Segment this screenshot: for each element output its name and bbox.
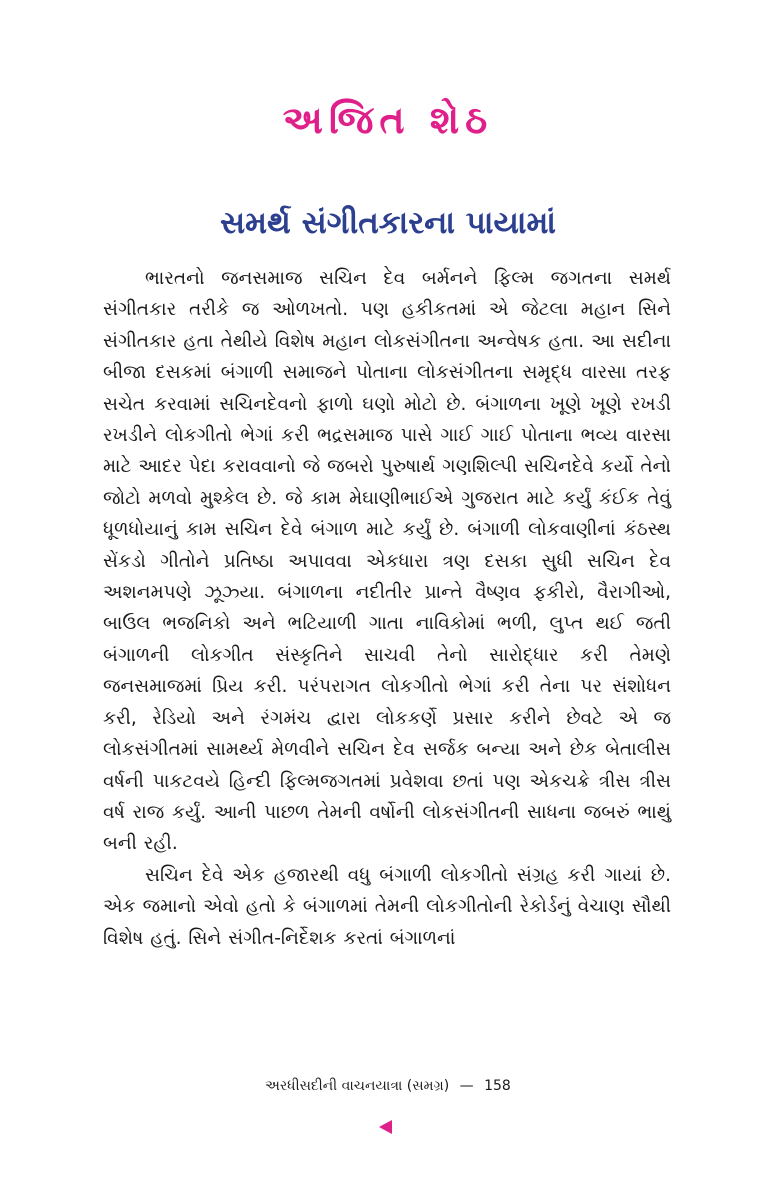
book-title: અરધીસદીની વાચનયાત્રા (સમગ્ર) <box>265 1078 450 1094</box>
triangle-left-icon[interactable] <box>379 1120 392 1134</box>
paragraph-2: સચિન દેવે એક હજારથી વધુ બંગાળી લોકગીતો સંગ્રહ કરી ગાયાં છે. એક જમાનો એવો હતો કે બંગાળમાં તેમની લોકગીતોની રેકોર્ડનું વેચાણ સૌથી વિશેષ હતું. સિને સંગીત-નિર્દેશક કરતાં બંગાળનાં <box>103 864 671 949</box>
page-footer <box>0 1078 776 1094</box>
footer-separator: — <box>459 1078 474 1094</box>
paragraph-1: ભારતનો જનસમાજ સચિન દેવ બર્મનને ફિલ્મ જગતના સમર્થ સંગીતકાર તરીકે જ ઓળખતો. પણ હકીકતમાં એ જેટલા મહાન સિને સંગીતકાર હતા તેથીયે વિશેષ મહાન લોકસંગીતના અન્વેષક હતા. આ સદીના બીજા દસકમાં બંગાળી સમાજને પોતાના લોકસંગીતના સમૃદ્ધ વારસા તરફ સચેત કરવામાં સચિનદેવનો ફાળો ઘણો મોટો છે. બંગાળના ખૂણે ખૂણે રખડી રખડીને લોકગીતો ભેગાં કરી ભદ્રસમાજ પાસે ગાઈ ગાઈ પોતાના ભવ્ય વારસા માટે આદર પેદા કરાવવાનો જે જબરો પુરુષાર્થ ગણશિલ્પી સચિનદેવે કર્યો તેનો જોટો મળવો મુશ્કેલ છે. જે કામ મેઘાણીભાઈએ ગુજરાત માટે કર્યું કંઈક તેવું ધૂળધોયાનું કામ સચિન દેવે બંગાળ માટે કર્યું છે. બંગાળી લોકવાણીનાં કંઠસ્થ સેંકડો ગીતોને પ્રતિષ્ઠા અપાવવા એકધારા ત્રણ દસકા સુધી સચિન દેવ અશનમપણે ઝૂઝ્યા. બંગાળના નદીતીર પ્રાન્તે વૈષ્ણવ ફકીરો, વૈરાગીઓ, બાઉલ ભજનિકો અને ભટિયાળી ગાતા નાવિકોમાં ભળી, લુપ્ત થઈ જતી બંગાળની લોકગીત સંસ્કૃતિને સાચવી તેનો સારોદ્ધાર કરી તેમણે જનસમાજમાં પ્રિય કરી. પરંપરાગત લોકગીતો ભેગાં કરી તેના પર સંશોધન કરી, રેડિયો અને રંગમંચ દ્વારા લોકકર્ણે પ્રસાર કરીને છેવટે એ જ લોકસંગીતમાં સામર્થ્ય મેળવીને સચિન દેવ સર્જક બન્યા અને છેક બેતાલીસ વર્ષની પાકટવયે હિન્દી ફિલ્મજગતમાં પ્રવેશવા છતાં પણ એકચક્રે ત્રીસ ત્રીસ વર્ષ રાજ કર્યું. આની પાછળ તેમની વર્ષોની લોકસંગીતની સાધના જબરું ભાથું બની રહી. <box>103 268 671 855</box>
article-title: સમર્થ સંગીતકારના પાયામાં <box>220 205 556 241</box>
author-name: અજિત શેઠ <box>282 98 494 142</box>
page-number: 158 <box>484 1078 511 1094</box>
article-body <box>103 263 671 954</box>
